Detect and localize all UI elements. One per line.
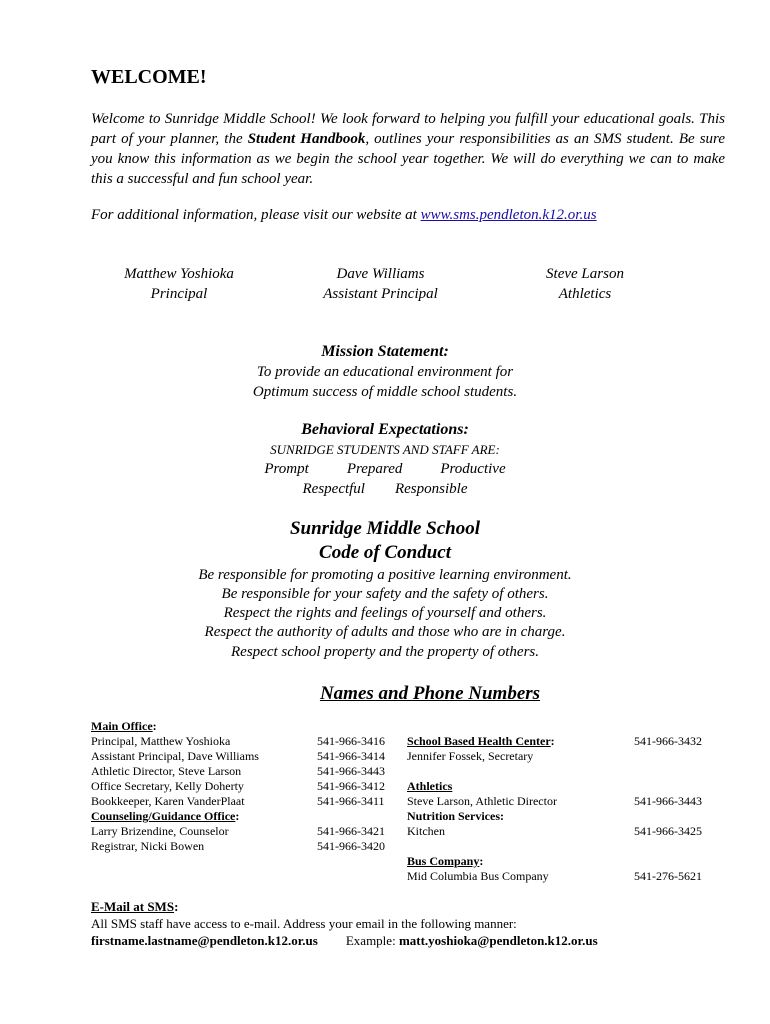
directory-section-heading: Main Office: xyxy=(91,719,157,733)
mission-line-2: Optimum success of middle school students. xyxy=(252,384,518,400)
conduct-line: Respect the rights and feelings of yourself and others. xyxy=(223,605,547,621)
directory-section-heading: Bus Company: xyxy=(407,854,484,868)
conduct-title-2: Code of Conduct xyxy=(319,542,451,563)
more-info-text: For additional information, please visit our website at xyxy=(91,207,421,223)
directory-entry xyxy=(407,734,727,749)
staff-title: Principal xyxy=(150,286,208,302)
entry-label: Mid Columbia Bus Company xyxy=(407,869,549,883)
staff-title: Athletics xyxy=(558,286,612,302)
entry-phone: 541-966-3443 xyxy=(317,764,385,778)
entry-label: Assistant Principal, Dave Williams xyxy=(91,749,259,763)
spacer xyxy=(407,839,727,854)
behavior-traits-row-2 xyxy=(0,479,770,499)
entry-phone: 541-966-3411 xyxy=(317,794,385,808)
directory-entry xyxy=(407,824,727,839)
staff-principal xyxy=(99,264,259,304)
conduct-title-1: Sunridge Middle School xyxy=(289,518,481,539)
trait: Respectful xyxy=(302,481,365,497)
conduct-line: Be responsible for promoting a positive learning environment. xyxy=(198,567,572,583)
conduct-line: Respect school property and the property of others. xyxy=(231,644,539,660)
directory-entry xyxy=(91,749,401,764)
entry-phone: 541-966-3420 xyxy=(317,839,385,853)
entry-phone: 541-276-5621 xyxy=(634,869,702,883)
directory-right-column xyxy=(407,734,727,884)
entry-phone: 541-966-3443 xyxy=(634,794,702,808)
staff-name: Steve Larson xyxy=(546,266,624,282)
directory-heading: Names and Phone Numbers xyxy=(319,683,541,704)
directory-entry xyxy=(407,869,727,884)
entry-phone: 541-966-3432 xyxy=(634,734,702,748)
conduct-line: Respect the authority of adults and those who are in charge. xyxy=(204,624,566,640)
behavior-subheading: SUNRIDGE STUDENTS AND STAFF ARE: xyxy=(270,442,500,457)
email-format: firstname.lastname@pendleton.k12.or.us xyxy=(91,933,318,948)
entry-label: School Based Health Center: xyxy=(407,734,555,748)
intro-text-1: Welcome to Sunridge Middle School! We look forward to helping you fulfill your educational goals. This part of your planner, the xyxy=(91,111,725,147)
conduct-line: Be responsible for your safety and the safety of others. xyxy=(221,586,549,602)
directory-entry xyxy=(407,794,727,809)
trait: Responsible xyxy=(394,481,468,497)
directory-entry xyxy=(91,824,401,839)
directory-entry xyxy=(91,779,401,794)
directory-section-heading: Athletics xyxy=(407,779,453,793)
trait: Productive xyxy=(440,461,506,477)
behavior-heading: Behavioral Expectations: xyxy=(301,421,469,438)
directory-entry xyxy=(91,764,401,779)
entry-label: Steve Larson, Athletic Director xyxy=(407,794,557,808)
email-section xyxy=(91,898,731,949)
spacer xyxy=(407,764,727,779)
website-link[interactable]: www.sms.pendleton.k12.or.us xyxy=(420,207,597,223)
mission-heading: Mission Statement: xyxy=(321,343,449,360)
email-example-label: Example: xyxy=(345,933,399,948)
intro-bold-text: Student Handbook xyxy=(247,131,366,147)
email-heading: E-Mail at SMS: xyxy=(91,899,179,914)
entry-label: Larry Brizendine, Counselor xyxy=(91,824,229,838)
entry-phone: 541-966-3414 xyxy=(317,749,385,763)
entry-label: Registrar, Nicki Bowen xyxy=(91,839,205,853)
directory-entry xyxy=(91,794,401,809)
directory-section-heading: Nutrition Services: xyxy=(407,809,504,823)
mission-line-1: To provide an educational environment for xyxy=(256,364,514,380)
entry-phone: 541-966-3416 xyxy=(317,734,385,748)
directory-entry: Jennifer Fossek, Secretary xyxy=(407,749,534,763)
entry-label: Bookkeeper, Karen VanderPlaat xyxy=(91,794,245,808)
staff-title: Assistant Principal xyxy=(323,286,438,302)
welcome-heading: WELCOME! xyxy=(91,66,207,88)
entry-phone: 541-966-3425 xyxy=(634,824,702,838)
entry-label: Principal, Matthew Yoshioka xyxy=(91,734,231,748)
entry-label: Office Secretary, Kelly Doherty xyxy=(91,779,244,793)
welcome-paragraph xyxy=(91,109,725,189)
behavior-traits-row-1 xyxy=(0,459,770,479)
intro-text-2: , outlines your responsibilities as an SMS student. Be sure you know this information as we begin the school year together. We will do everything we can to make this a successful and fun school year. xyxy=(91,131,725,187)
trait: Prompt xyxy=(264,461,309,477)
directory-entry xyxy=(91,734,401,749)
email-format-line xyxy=(91,932,731,949)
staff-assistant-principal xyxy=(298,264,463,304)
staff-name: Dave Williams xyxy=(336,266,425,282)
entry-phone: 541-966-3421 xyxy=(317,824,385,838)
directory-entry xyxy=(91,839,401,854)
email-instructions: All SMS staff have access to e-mail. Address your email in the following manner: xyxy=(91,916,517,931)
email-example: matt.yoshioka@pendleton.k12.or.us xyxy=(398,933,598,948)
entry-label: Kitchen xyxy=(407,824,445,838)
directory-section-heading: Counseling/Guidance Office: xyxy=(91,809,240,823)
entry-phone: 541-966-3412 xyxy=(317,779,385,793)
entry-label: Athletic Director, Steve Larson xyxy=(91,764,242,778)
staff-name: Matthew Yoshioka xyxy=(124,266,234,282)
directory-left-column xyxy=(91,719,401,854)
staff-athletics xyxy=(520,264,650,304)
more-info-line xyxy=(91,205,597,225)
trait: Prepared xyxy=(346,461,403,477)
